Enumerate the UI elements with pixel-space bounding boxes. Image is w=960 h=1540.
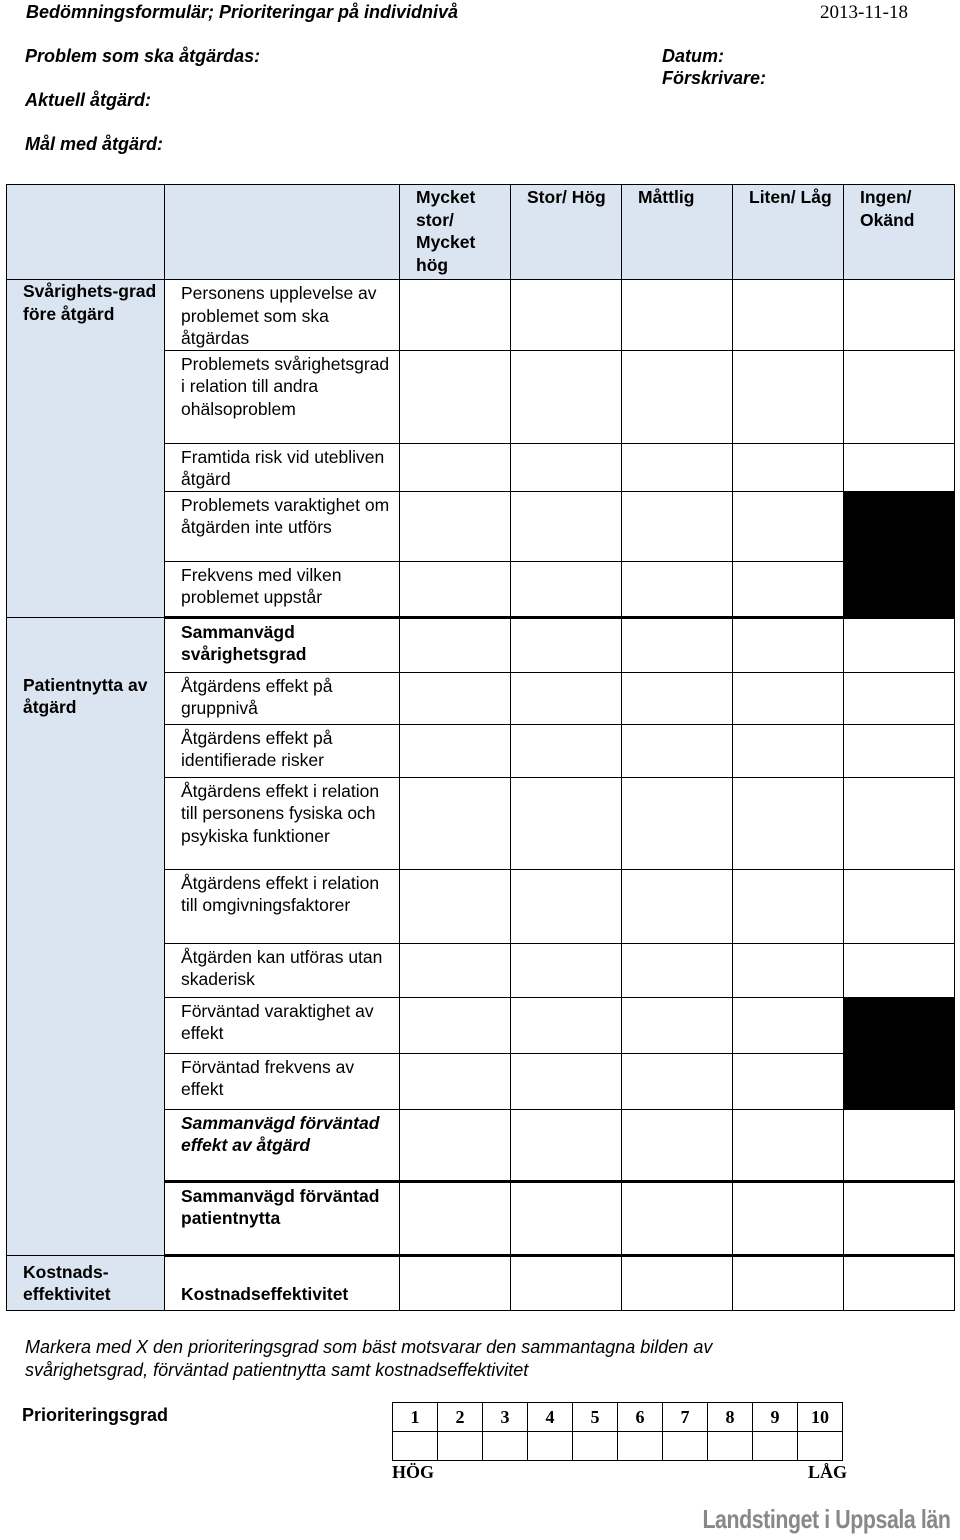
value-cell[interactable] bbox=[511, 443, 622, 491]
field-forskrivare: Förskrivare: bbox=[662, 68, 767, 88]
col-header-stor: Stor/ Hög bbox=[511, 185, 622, 280]
value-cell[interactable] bbox=[733, 1109, 844, 1181]
value-cell[interactable] bbox=[733, 1053, 844, 1109]
col-header-liten: Liten/ Låg bbox=[733, 185, 844, 280]
value-cell[interactable] bbox=[622, 997, 733, 1053]
value-cell[interactable] bbox=[400, 672, 511, 724]
value-cell[interactable] bbox=[844, 672, 955, 724]
value-cell[interactable] bbox=[400, 1255, 511, 1310]
prio-mark-cell[interactable] bbox=[663, 1432, 708, 1461]
row-label: Åtgärdens effekt i relation till personens fysiska och psykiska funktioner bbox=[165, 777, 400, 869]
value-cell[interactable] bbox=[733, 672, 844, 724]
value-cell[interactable] bbox=[400, 443, 511, 491]
value-cell[interactable] bbox=[622, 943, 733, 997]
value-cell[interactable] bbox=[844, 350, 955, 443]
row-label: Åtgärdens effekt i relation till omgivningsfaktorer bbox=[165, 869, 400, 943]
value-cell[interactable] bbox=[844, 1109, 955, 1181]
prioritering-label: Prioriteringsgrad bbox=[22, 1405, 169, 1425]
prio-mark-cell[interactable] bbox=[618, 1432, 663, 1461]
prioritering-table bbox=[392, 1402, 843, 1461]
col-header-mattlig: Måttlig bbox=[622, 185, 733, 280]
value-cell[interactable] bbox=[733, 280, 844, 351]
value-cell[interactable] bbox=[733, 997, 844, 1053]
section-kostnad bbox=[7, 1255, 165, 1310]
value-cell[interactable] bbox=[511, 617, 622, 672]
value-cell[interactable] bbox=[622, 561, 733, 617]
prio-mark-cell[interactable] bbox=[798, 1432, 843, 1461]
blocked-cell bbox=[844, 491, 955, 561]
row-label: Framtida risk vid utebliven åtgärd bbox=[165, 443, 400, 491]
value-cell[interactable] bbox=[400, 777, 511, 869]
value-cell[interactable] bbox=[844, 724, 955, 777]
value-cell[interactable] bbox=[733, 869, 844, 943]
value-cell[interactable] bbox=[622, 1053, 733, 1109]
instruction-note: Markera med X den prioriteringsgrad som bäst motsvarar den sammantagna bilden av svårighetsgrad, förväntad patientnytta samt kostnadseffektivitet bbox=[25, 1337, 713, 1380]
value-cell[interactable] bbox=[400, 724, 511, 777]
row-label: Frekvens med vilken problemet uppstår bbox=[165, 561, 400, 617]
row-label: Åtgärdens effekt på identifierade risker bbox=[165, 724, 400, 777]
corner-cell bbox=[7, 185, 165, 280]
value-cell[interactable] bbox=[400, 869, 511, 943]
prio-number: 9 bbox=[753, 1403, 798, 1432]
section-kostnad-label: Kostnads-effektivitet bbox=[23, 1261, 111, 1304]
value-cell[interactable] bbox=[844, 777, 955, 869]
section-patientnytta bbox=[7, 617, 165, 1255]
value-cell[interactable] bbox=[844, 1255, 955, 1310]
value-cell[interactable] bbox=[733, 1181, 844, 1255]
value-cell[interactable] bbox=[733, 617, 844, 672]
value-cell[interactable] bbox=[400, 491, 511, 561]
value-cell[interactable] bbox=[400, 350, 511, 443]
value-cell[interactable] bbox=[400, 943, 511, 997]
blocked-cell bbox=[844, 561, 955, 617]
row-label: Sammanvägd förväntad effekt av åtgärd bbox=[165, 1109, 400, 1181]
value-cell[interactable] bbox=[511, 350, 622, 443]
value-cell[interactable] bbox=[733, 724, 844, 777]
value-cell[interactable] bbox=[733, 491, 844, 561]
prio-mark-cell[interactable] bbox=[483, 1432, 528, 1461]
value-cell[interactable] bbox=[733, 943, 844, 997]
row-label: Problemets svårighetsgrad i relation till andra ohälsoproblem bbox=[165, 350, 400, 443]
value-cell[interactable] bbox=[511, 997, 622, 1053]
document-title: Bedömningsformulär; Prioriteringar på individnivå bbox=[26, 2, 459, 22]
value-cell[interactable] bbox=[511, 943, 622, 997]
value-cell[interactable] bbox=[622, 491, 733, 561]
value-cell[interactable] bbox=[511, 491, 622, 561]
prio-mark-cell[interactable] bbox=[753, 1432, 798, 1461]
prio-number: 4 bbox=[528, 1403, 573, 1432]
prio-number: 1 bbox=[393, 1403, 438, 1432]
value-cell[interactable] bbox=[400, 1053, 511, 1109]
section-svarighetsgrad-label: Svårighets-grad före åtgärd bbox=[23, 281, 157, 324]
value-cell[interactable] bbox=[511, 280, 622, 351]
prio-number: 3 bbox=[483, 1403, 528, 1432]
prio-mark-cell[interactable] bbox=[438, 1432, 483, 1461]
value-cell[interactable] bbox=[844, 443, 955, 491]
value-cell[interactable] bbox=[844, 869, 955, 943]
value-cell[interactable] bbox=[511, 1053, 622, 1109]
field-aktuell-atgard: Aktuell åtgärd: bbox=[25, 90, 152, 110]
prio-mark-cell[interactable] bbox=[573, 1432, 618, 1461]
value-cell[interactable] bbox=[400, 1181, 511, 1255]
value-cell[interactable] bbox=[511, 1181, 622, 1255]
value-cell[interactable] bbox=[844, 943, 955, 997]
value-cell[interactable] bbox=[400, 280, 511, 351]
value-cell[interactable] bbox=[622, 350, 733, 443]
row-label: Sammanvägd förväntad patientnytta bbox=[165, 1181, 400, 1255]
value-cell[interactable] bbox=[511, 672, 622, 724]
prio-number: 7 bbox=[663, 1403, 708, 1432]
row-label: Kostnadseffektivitet bbox=[165, 1255, 400, 1310]
value-cell[interactable] bbox=[400, 997, 511, 1053]
value-cell[interactable] bbox=[511, 777, 622, 869]
prio-number: 6 bbox=[618, 1403, 663, 1432]
value-cell[interactable] bbox=[733, 350, 844, 443]
value-cell[interactable] bbox=[733, 443, 844, 491]
value-cell[interactable] bbox=[844, 1181, 955, 1255]
row-label: Åtgärden kan utföras utan skaderisk bbox=[165, 943, 400, 997]
value-cell[interactable] bbox=[733, 777, 844, 869]
value-cell[interactable] bbox=[400, 561, 511, 617]
value-cell[interactable] bbox=[511, 724, 622, 777]
row-label: Personens upplevelse av problemet som ska åtgärdas bbox=[165, 280, 400, 351]
value-cell[interactable] bbox=[622, 869, 733, 943]
value-cell[interactable] bbox=[844, 617, 955, 672]
value-cell[interactable] bbox=[622, 1109, 733, 1181]
prio-number: 2 bbox=[438, 1403, 483, 1432]
prio-lag-label: LÅG bbox=[808, 1462, 848, 1482]
value-cell[interactable] bbox=[622, 724, 733, 777]
value-cell[interactable] bbox=[622, 1255, 733, 1310]
col-header-mycket-stor: Mycket stor/ Mycket hög bbox=[400, 185, 511, 280]
prio-number: 8 bbox=[708, 1403, 753, 1432]
value-cell[interactable] bbox=[400, 617, 511, 672]
blocked-cell bbox=[844, 1053, 955, 1109]
field-mal-med-atgard: Mål med åtgärd: bbox=[25, 134, 164, 154]
value-cell[interactable] bbox=[511, 561, 622, 617]
field-datum: Datum: bbox=[662, 46, 724, 66]
corner-cell-2 bbox=[165, 185, 400, 280]
section-patientnytta-label: Patientnytta av åtgärd bbox=[23, 674, 148, 717]
organization-logo: Landstinget i Uppsala län bbox=[702, 1504, 950, 1534]
row-label: Problemets varaktighet om åtgärden inte utförs bbox=[165, 491, 400, 561]
row-label: Förväntad frekvens av effekt bbox=[165, 1053, 400, 1109]
value-cell[interactable] bbox=[511, 1109, 622, 1181]
section-svarighetsgrad bbox=[7, 280, 165, 618]
value-cell[interactable] bbox=[622, 280, 733, 351]
value-cell[interactable] bbox=[622, 672, 733, 724]
value-cell[interactable] bbox=[733, 1255, 844, 1310]
blocked-cell bbox=[844, 997, 955, 1053]
value-cell[interactable] bbox=[733, 561, 844, 617]
value-cell[interactable] bbox=[511, 869, 622, 943]
value-cell[interactable] bbox=[844, 280, 955, 351]
value-cell[interactable] bbox=[511, 1255, 622, 1310]
value-cell[interactable] bbox=[622, 1181, 733, 1255]
prio-number: 5 bbox=[573, 1403, 618, 1432]
prio-number: 10 bbox=[798, 1403, 843, 1432]
value-cell[interactable] bbox=[622, 777, 733, 869]
value-cell[interactable] bbox=[622, 617, 733, 672]
row-label: Sammanvägd svårighetsgrad bbox=[165, 617, 400, 672]
document-date: 2013-11-18 bbox=[820, 2, 908, 23]
col-header-ingen: Ingen/ Okänd bbox=[844, 185, 955, 280]
prio-mark-cell[interactable] bbox=[393, 1432, 438, 1461]
assessment-table bbox=[6, 184, 955, 1311]
row-label: Förväntad varaktighet av effekt bbox=[165, 997, 400, 1053]
value-cell[interactable] bbox=[622, 443, 733, 491]
value-cell[interactable] bbox=[400, 1109, 511, 1181]
prio-hog-label: HÖG bbox=[392, 1462, 435, 1482]
field-problem: Problem som ska åtgärdas: bbox=[25, 46, 261, 66]
prio-mark-cell[interactable] bbox=[708, 1432, 753, 1461]
row-label: Åtgärdens effekt på gruppnivå bbox=[165, 672, 400, 724]
prio-mark-cell[interactable] bbox=[528, 1432, 573, 1461]
